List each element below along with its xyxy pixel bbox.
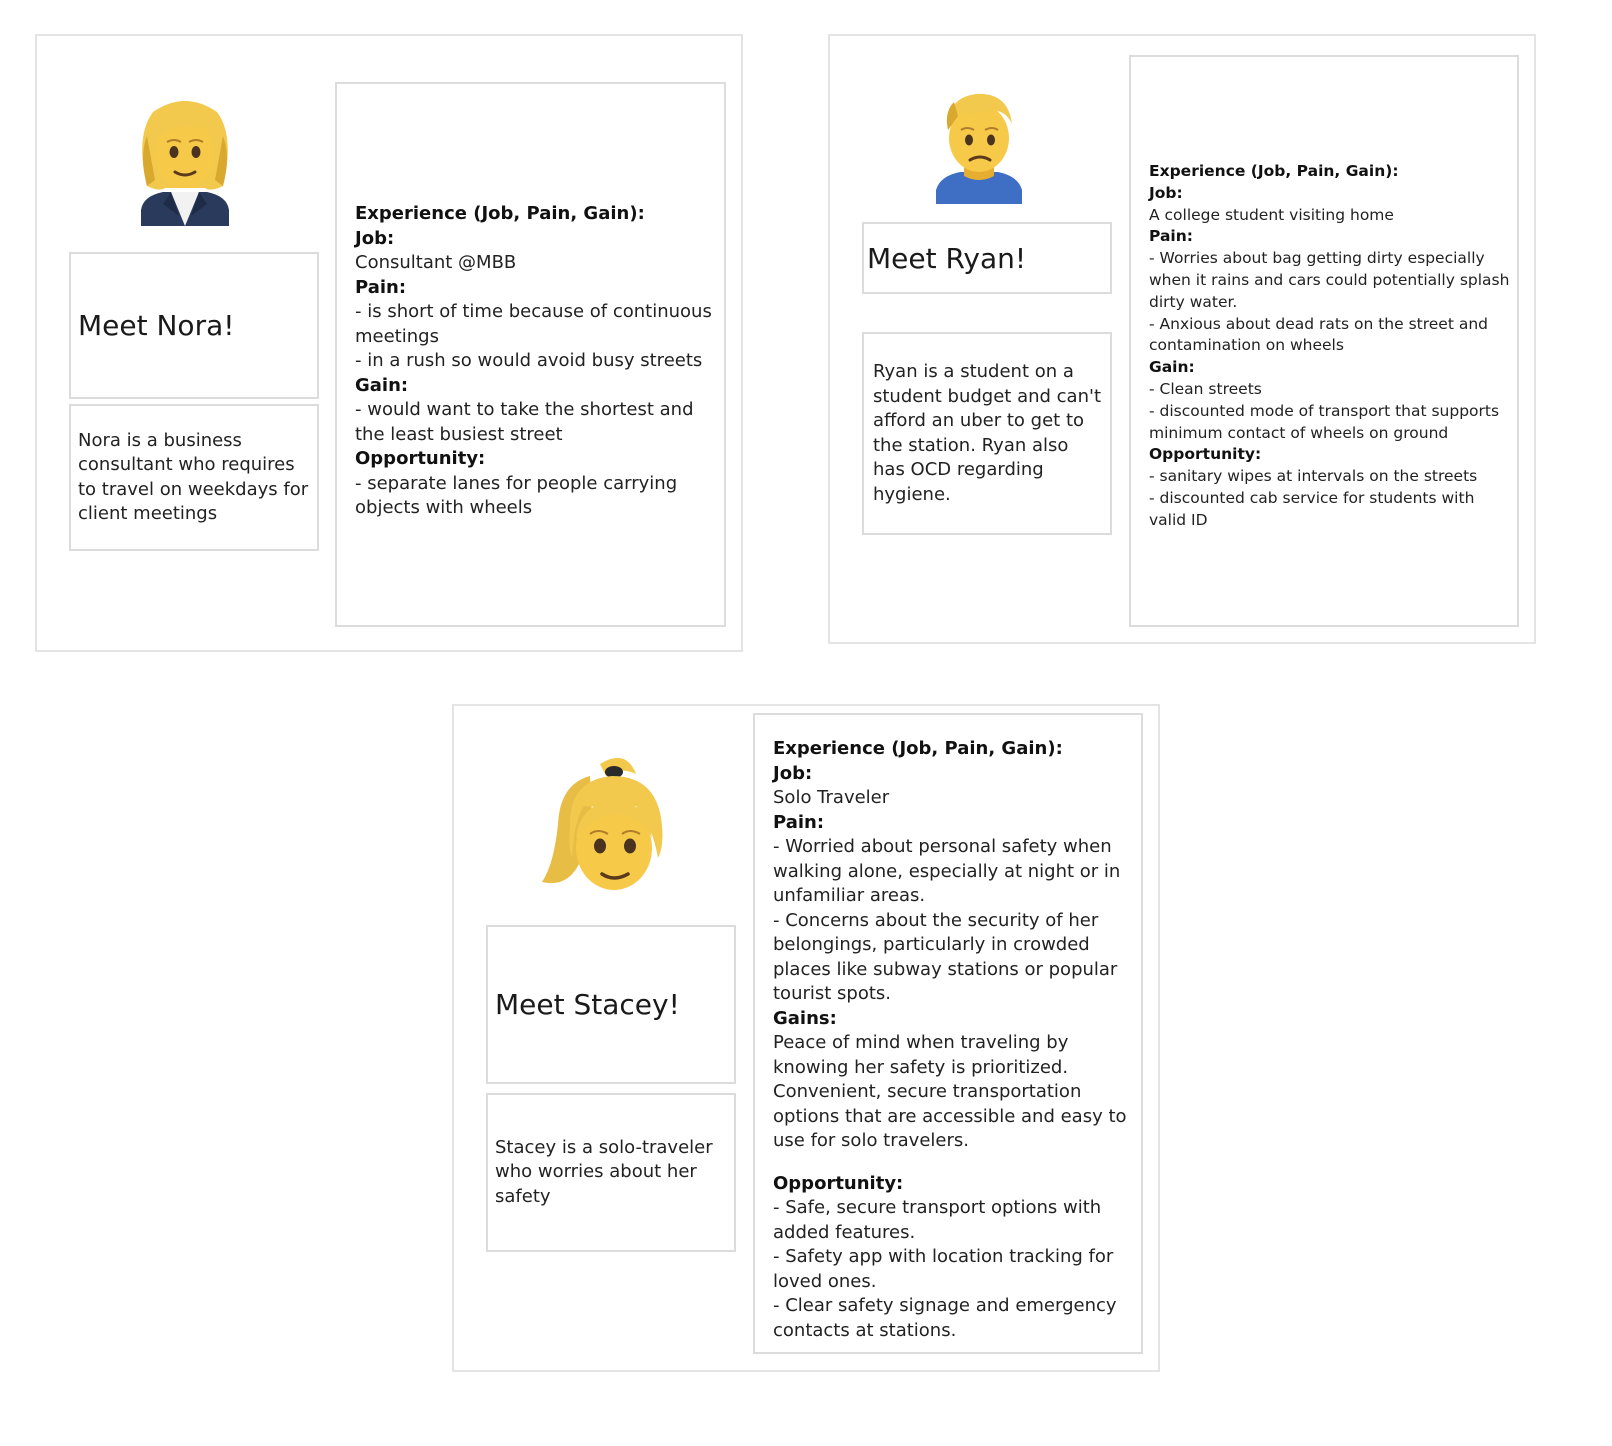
pain-item: - is short of time because of continuous meetings [355,301,712,347]
gain-item: - would want to take the shortest and the least busiest street [355,399,694,445]
stacey-description-box [486,1093,736,1252]
experience-heading: Experience (Job, Pain, Gain): [773,738,1063,759]
job-label: Job: [1149,183,1183,202]
gain-label: Gain: [355,374,409,396]
opportunity-item: - Clear safety signage and emergency contacts at stations. [773,1295,1117,1341]
opportunity-item: - discounted cab service for students with valid ID [1149,488,1475,529]
gain-item: - discounted mode of transport that supports minimum contact of wheels on ground [1149,401,1500,442]
pain-label: Pain: [355,276,407,298]
pain-item: - in a rush so would avoid busy streets [355,350,703,371]
pain-label: Pain: [773,811,825,833]
opportunity-item: - sanitary wipes at intervals on the streets [1149,467,1478,486]
ryan-description-box [862,332,1112,535]
pain-item: - Anxious about dead rats on the street and contamination on wheels [1149,314,1488,355]
gain-item: Convenient, secure transportation options that are accessible and easy to use for solo travelers. [773,1081,1127,1151]
stacey-experience-box [753,713,1143,1354]
opportunity-label: Opportunity: [773,1172,904,1194]
opportunity-label: Opportunity: [1149,445,1262,464]
nora-description: Nora is a business consultant who requires to travel on weekdays for client meetings [78,429,309,524]
frowning-man-emoji-icon [934,86,1024,206]
experience-heading: Experience (Job, Pain, Gain): [1149,162,1399,180]
job-value: Solo Traveler [773,787,890,808]
opportunity-item: - separate lanes for people carrying objects with wheels [355,472,678,518]
gain-label: Gain: [1149,358,1195,377]
stacey-experience [773,737,1135,1343]
gain-item-blank [773,1154,1135,1172]
job-value: Consultant @MBB [355,252,517,273]
experience-heading: Experience (Job, Pain, Gain): [355,203,645,224]
job-value: A college student visiting home [1149,205,1394,224]
pain-item: - Worried about personal safety when walking alone, especially at night or in unfamiliar areas. [773,836,1121,906]
gain-item: - Clean streets [1149,379,1262,398]
stacey-title: Meet Stacey! [495,988,680,1021]
pain-item: - Worries about bag getting dirty especially when it rains and cars could potentially splash dirty water. [1149,249,1510,311]
nora-experience [355,202,715,521]
ryan-title: Meet Ryan! [867,241,1027,275]
stacey-description: Stacey is a solo-traveler who worries about her safety [495,1136,713,1207]
ryan-description: Ryan is a student on a student budget and can't afford an uber to get to the station. Ryan also has OCD regarding hygiene. [873,361,1101,505]
ryan-experience-box [1129,55,1519,627]
nora-experience-box [335,82,726,627]
gain-label: Gains: [773,1007,837,1029]
opportunity-item: - Safety app with location tracking for loved ones. [773,1246,1114,1292]
pain-item: - Concerns about the security of her belongings, particularly in crowded places like subway stations or popular tourist spots. [773,909,1118,1004]
gain-item: Peace of mind when traveling by knowing her safety is prioritized. [773,1032,1069,1078]
persona-card-nora [35,34,743,652]
job-label: Job: [355,227,395,249]
nora-title: Meet Nora! [78,309,235,342]
businesswoman-emoji-icon [133,96,237,226]
ryan-title-box [862,222,1112,294]
persona-card-stacey [452,704,1160,1372]
job-label: Job: [773,762,813,784]
pain-label: Pain: [1149,227,1193,246]
persona-card-ryan [828,34,1536,644]
stacey-title-box [486,925,736,1084]
nora-title-box [69,252,319,399]
ponytail-woman-emoji-icon [540,754,670,900]
nora-description-box [69,404,319,551]
opportunity-label: Opportunity: [355,448,486,469]
opportunity-item: - Safe, secure transport options with added features. [773,1197,1102,1243]
ryan-experience [1149,161,1511,532]
